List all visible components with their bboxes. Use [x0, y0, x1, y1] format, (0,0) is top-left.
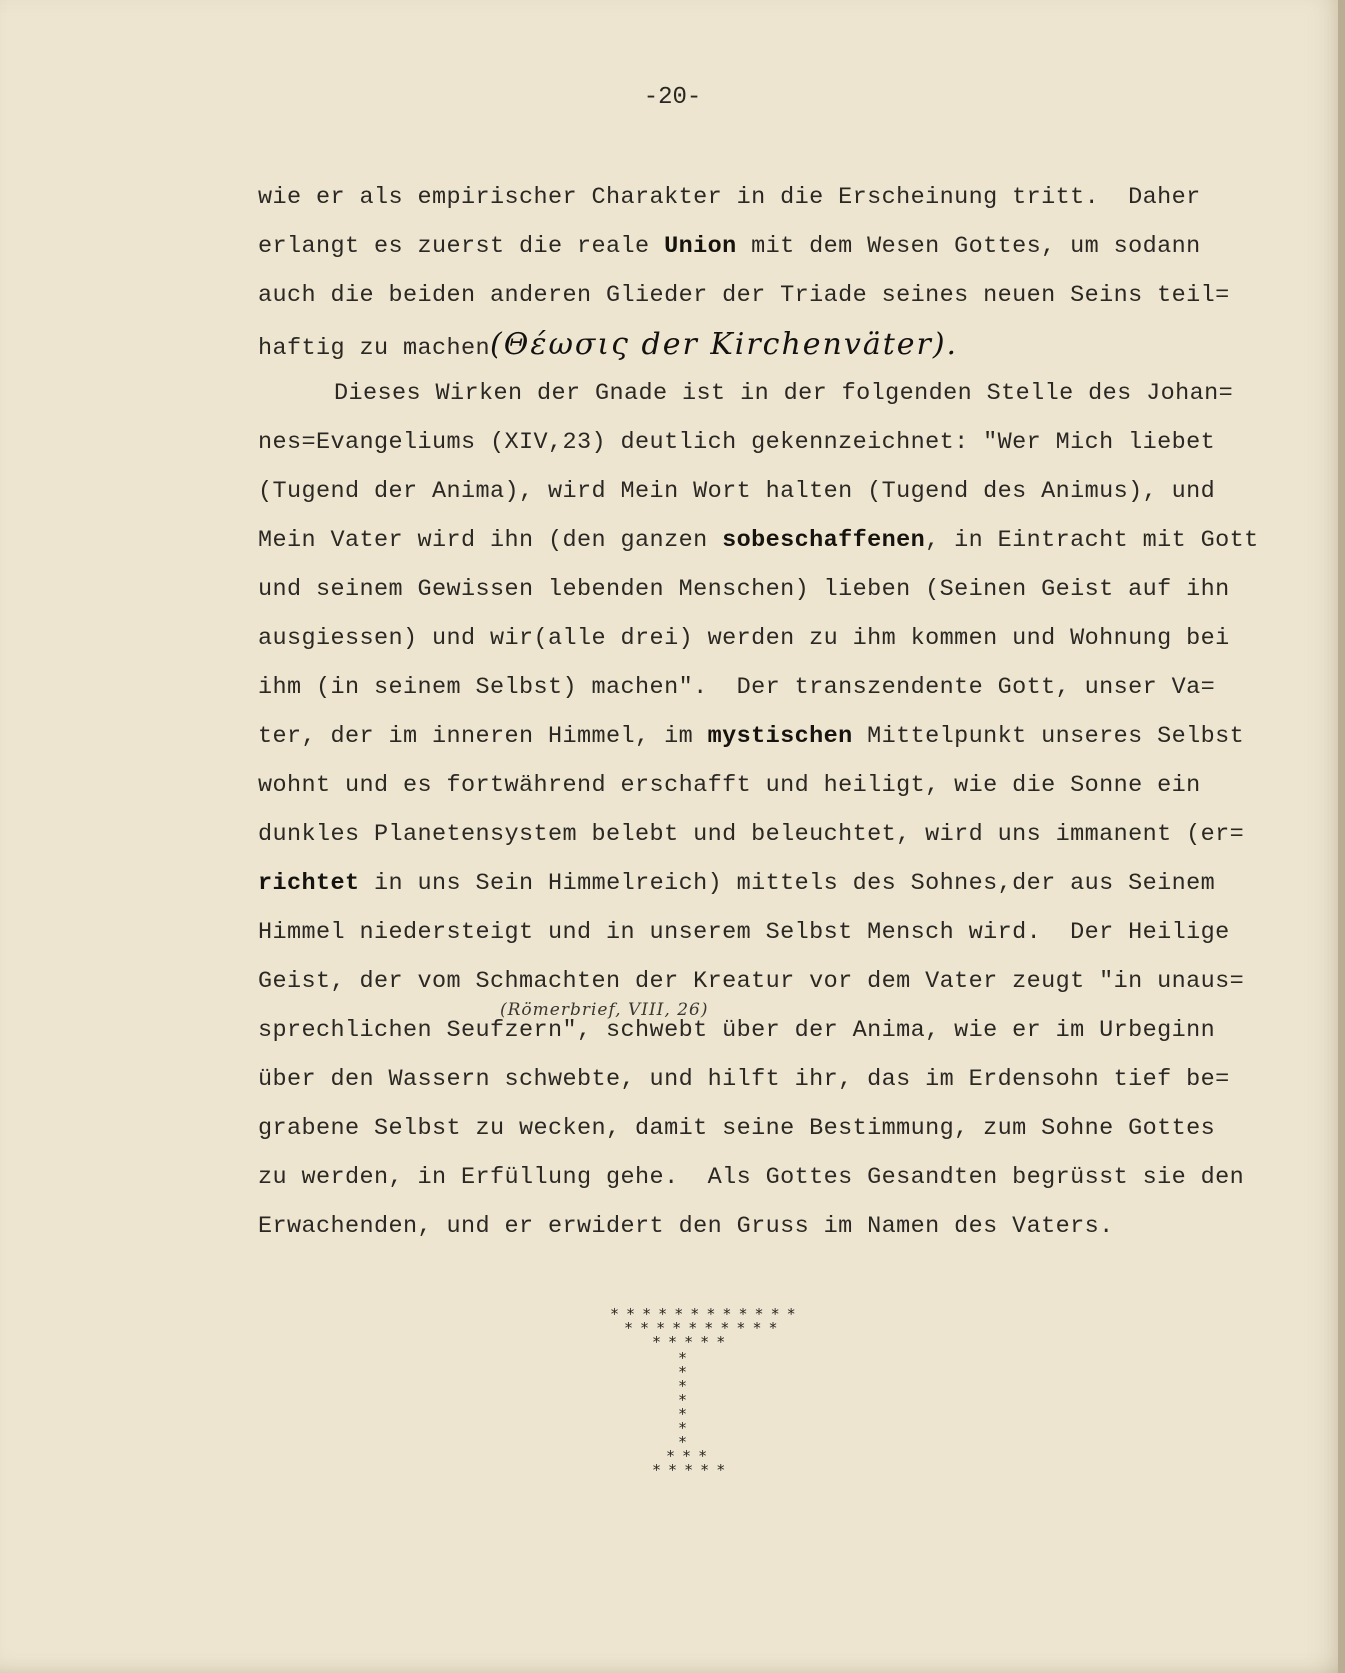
page-number: -20- [643, 84, 702, 111]
text-line [258, 966, 1318, 1015]
ornament-stem: * [678, 1419, 687, 1437]
text-line [258, 1113, 1318, 1162]
handwritten-insertion: (Θέωσις der Kirchenväter). [490, 327, 959, 362]
text-span: haftig zu machen [258, 335, 491, 362]
text-span: zu werden, in Erfüllung gehe. Als Gottes Gesandten begrüsst sie den [258, 1164, 1245, 1191]
text-line [258, 917, 1318, 966]
text-span: wie er als empirischer Charakter in die Erscheinung tritt. Daher [258, 184, 1201, 211]
emphasis-mystischen: mystischen [707, 723, 853, 750]
text-span: , in Eintracht mit Gott [925, 527, 1259, 554]
paper-edge [1338, 0, 1345, 1673]
text-line [258, 868, 1318, 917]
text-line [258, 819, 1318, 868]
text-span: mit dem Wesen Gottes, um sodann [736, 233, 1201, 260]
text-span: grabene Selbst zu wecken, damit seine Bestimmung, zum Sohne Gottes [258, 1115, 1216, 1142]
text-span: ihm (in seinem Selbst) machen". Der transzendente Gott, unser Va= [258, 674, 1216, 701]
emphasis-sobeschaffenen: sobeschaffenen [722, 527, 926, 554]
ornament-row-top: * * * * * * * * * * * * [610, 1305, 795, 1323]
text-line [258, 672, 1318, 721]
text-span: und seinem Gewissen lebenden Menschen) lieben (Seinen Geist auf ihn [258, 576, 1230, 603]
text-line [258, 770, 1318, 819]
text-line [258, 525, 1318, 574]
ornament-stem: * [678, 1405, 687, 1423]
text-span: erlangt es zuerst die reale [258, 233, 665, 260]
text-span: wohnt und es fortwährend erschafft und heiligt, wie die Sonne ein [258, 772, 1201, 799]
text-span: nes=Evangeliums (XIV,23) deutlich gekennzeichnet: "Wer Mich liebet [258, 429, 1216, 456]
ornament-stem: * [678, 1363, 687, 1381]
ornament-base-upper: * * * [666, 1447, 707, 1465]
text-span: auch die beiden anderen Glieder der Triade seines neuen Seins teil= [258, 282, 1230, 309]
ornament-stem: * [678, 1377, 687, 1395]
text-line [258, 182, 1318, 231]
ornament-stem: * [678, 1391, 687, 1409]
text-line [258, 280, 1318, 329]
text-line [258, 1162, 1318, 1211]
text-span: Geist, der vom Schmachten der Kreatur vor dem Vater zeugt "in unaus= [258, 968, 1245, 995]
text-span: ausgiessen) und wir(alle drei) werden zu ihm kommen und Wohnung bei [258, 625, 1230, 652]
text-line [258, 378, 1318, 427]
text-span: in uns Sein Himmelreich) mittels des Sohnes,der aus Seinem [359, 870, 1216, 897]
emphasis-richtet: richtet [258, 870, 360, 897]
text-line [258, 1211, 1318, 1260]
text-line [258, 476, 1318, 525]
text-span: Himmel niedersteigt und in unserem Selbst Mensch wird. Der Heilige [258, 919, 1230, 946]
ornament-row-middle: * * * * * * * * * * [624, 1319, 777, 1337]
text-line [258, 231, 1318, 280]
ornament-stem: * [678, 1433, 687, 1451]
text-line [258, 329, 1318, 378]
text-line [258, 1064, 1318, 1113]
text-span: Mein Vater wird ihn (den ganzen [258, 527, 723, 554]
text-span: sprechlichen Seufzern", schwebt über der Anima, wie er im Urbeginn [258, 1017, 1216, 1044]
body-text [258, 182, 1318, 1260]
text-span: Erwachenden, und er erwidert den Gruss im Namen des Vaters. [258, 1213, 1114, 1240]
asterisk-ornament [610, 1305, 830, 1485]
text-span: dunkles Planetensystem belebt und beleuchtet, wird uns immanent (er= [258, 821, 1245, 848]
text-span: Dieses Wirken der Gnade ist in der folgenden Stelle des Johan= [334, 380, 1234, 407]
handwritten-reference-note: (Römerbrief, VIII, 26) [500, 1000, 709, 1020]
text-line [258, 1015, 1318, 1064]
ornament-stem: * [678, 1349, 687, 1367]
text-line [258, 721, 1318, 770]
text-line [258, 574, 1318, 623]
text-line [258, 427, 1318, 476]
ornament-row-lower: * * * * * [652, 1333, 725, 1351]
text-line [258, 623, 1318, 672]
text-span: (Tugend der Anima), wird Mein Wort halten (Tugend des Animus), und [258, 478, 1216, 505]
text-span: ter, der im inneren Himmel, im [258, 723, 708, 750]
ornament-base-lower: * * * * * [652, 1461, 725, 1479]
text-span: Mittelpunkt unseres Selbst [852, 723, 1245, 750]
text-span: über den Wassern schwebte, und hilft ihr, das im Erdensohn tief be= [258, 1066, 1230, 1093]
emphasis-union: Union [664, 233, 737, 260]
